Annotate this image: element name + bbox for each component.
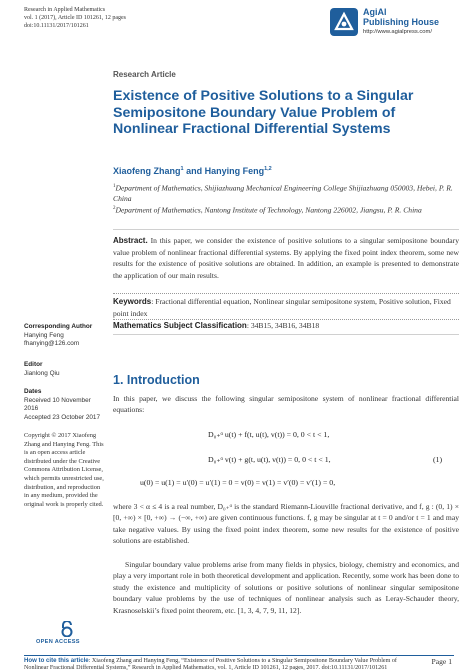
citation-label: How to cite this article [24, 657, 89, 664]
affiliation-2: $^2$Department of Mathematics, Nantong Institute of Technology, Nantong 226002, Jiangsu, P. R. China [113, 205, 422, 215]
open-lock-icon [60, 621, 74, 637]
author-affil-sup: 1,2 [264, 166, 272, 172]
divider [113, 293, 459, 294]
abstract [113, 235, 459, 281]
publisher-url[interactable]: http://www.agialpress.com/ [363, 29, 432, 35]
footer-rule [24, 655, 454, 656]
equation-line: D₀₊ᵅ v(t) + g(t, u(t), v(t)) = 0, 0 < t < 1, [208, 455, 331, 464]
msc-label: Mathematics Subject Classification [113, 321, 247, 330]
corresponding-name: Hanying Feng [24, 331, 64, 339]
corresponding-author: Corresponding Author Hanying Feng fhanying@126.com [24, 323, 104, 349]
author-name[interactable]: Xiaofeng Zhang [113, 166, 181, 176]
section-heading: 1. Introduction [113, 373, 200, 387]
intro-paragraph: where 3 < α ≤ 4 is a real number, D₀₊ᵅ is the standard Riemann-Liouville fractional derivative, and f, g : (0, 1) × [0, +∞) × [0, +∞) → (−∞, +∞) are given continuous functions. f, g may be singular at t = 0 and/or t = 1 and may take negative values. By using the fixed point index theorem, some new results for the existence of positive solutions are established. [113, 502, 459, 546]
page-number: Page 1 [431, 657, 452, 666]
divider [113, 334, 459, 335]
divider [113, 229, 459, 230]
copyright-notice: Copyright © 2017 Xiaofeng Zhang and Hanying Feng. This is an open access article distributed under the Creative Commons Attribution License, which permits unrestricted use, distribution, and reproduction in any medium, provided the original work is properly cited. [24, 432, 104, 508]
abstract-label: Abstract. [113, 236, 148, 245]
citation-text: : Xiaofeng Zhang and Hanying Feng, “Existence of Positive Solutions to a Singular Semipositone Boundary Value Problem of Nonlinear Fractional Differential Systems,” Research in Applied Mathematics, vol. 1, Article ID 101261, 12 pages, 2017. doi:10.11131/2017/101261 [24, 658, 397, 670]
equation-line: u(0) = u(1) = u′(0) = u′(1) = 0 = v(0) = v(1) = v′(0) = v′(1) = 0, [140, 478, 336, 487]
dates-block: Dates Received 10 November 2016 Accepted 23 October 2017 [24, 388, 104, 422]
editor-block: Editor Jianlong Qiu [24, 361, 104, 378]
affiliation-1: $^1$Department of Mathematics, Shijiazhuang Mechanical Engineering College Shijiazhuang 050003, Hebei, P. R. China [113, 183, 453, 203]
journal-volume: vol. 1 (2017), Article ID 101261, 12 pages [24, 15, 126, 21]
publisher-name: AgiAl Publishing House [363, 7, 440, 27]
msc-text: : 34B15, 34B16, 34B18 [246, 321, 320, 330]
publisher-block [329, 7, 454, 39]
publisher-logo-icon [329, 7, 359, 37]
accepted-date: Accepted 23 October 2017 [24, 413, 101, 421]
intro-paragraph: Singular boundary value problems arise from many fields in physics, biology, chemistry and economics, and play a very important role in both theoretical development and application. Recently, some work has been done to study the existence and multiplicity of solutions or positive solutions of nonlinear singular semipositone boundary value problems by the use of techniques of nonlinear analysis such as Leray-Schauder theory, Krasnoselskii’s fixed point theorem, etc. [1, 3, 4, 7, 9, 11, 12]. [113, 560, 459, 615]
keywords [113, 296, 459, 319]
editor-name: Jianlong Qiu [24, 369, 60, 377]
author-affil-sup: 1 [180, 166, 184, 172]
equation-number: (1) [433, 455, 443, 464]
keywords-label: Keywords [113, 297, 152, 306]
subject-classification [113, 321, 459, 330]
article-type: Research Article [113, 70, 176, 79]
equation-line: D₀₊ᵅ u(t) + f(t, u(t), v(t)) = 0, 0 < t < 1, [208, 430, 330, 439]
open-access-badge [34, 631, 96, 653]
open-access-label: OPEN ACCESS [36, 639, 80, 645]
received-date: Received 10 November 2016 [24, 396, 91, 413]
journal-info [24, 6, 254, 30]
keywords-text: : Fractional differential equation, Nonlinear singular semipositone system, Positive solution, Fixed point index [113, 297, 451, 318]
article-title: Existence of Positive Solutions to a Singular Semipositone Boundary Value Problem of Nonlinear Fractional Differential Systems [113, 88, 414, 138]
corresponding-email[interactable]: fhanying@126.com [24, 340, 80, 348]
author-name[interactable]: and Hanying Feng [183, 166, 265, 176]
divider [113, 319, 459, 320]
author-list [113, 166, 272, 176]
intro-paragraph: In this paper, we discuss the following singular semipositone system of nonlinear fractional differential equations: [113, 394, 459, 415]
journal-doi: doi:10.11131/2017/101261 [24, 23, 89, 29]
abstract-text: In this paper, we consider the existence of positive solutions to a singular semipositone boundary value problem of nonlinear fractional differential systems. By applying the fixed point index theorem, some new results for the existence of positive solutions are obtained. In addition, an example is presented to demonstrate the application of our main results. [113, 236, 459, 280]
citation-block [24, 657, 404, 670]
journal-name: Research in Applied Mathematics [24, 7, 106, 13]
